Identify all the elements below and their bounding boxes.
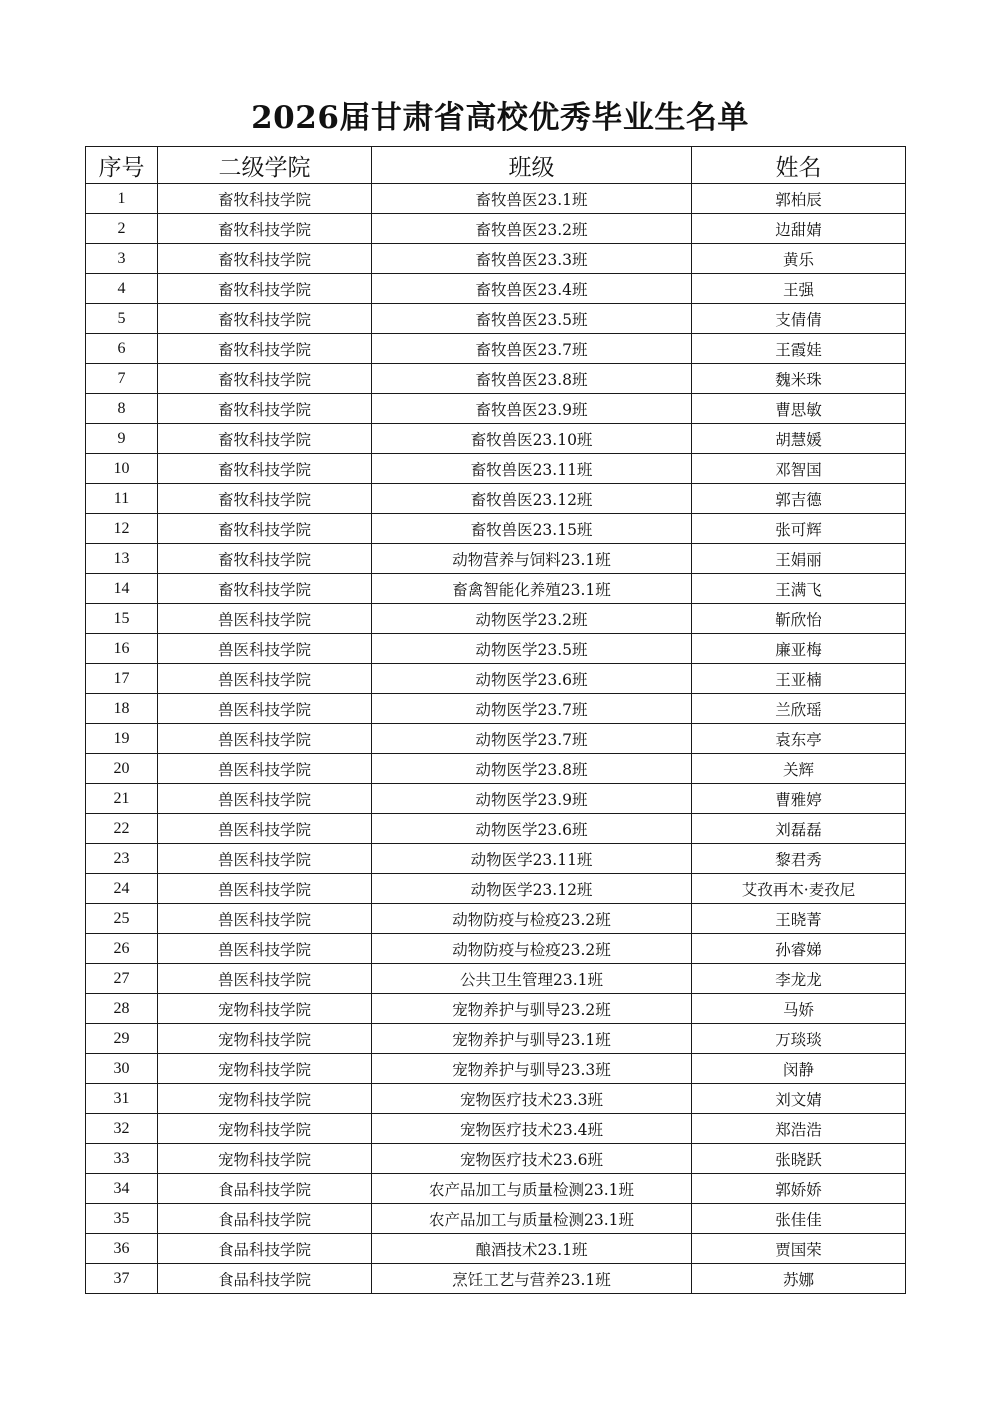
cell-class: 动物防疫与检疫23.2班 [372,904,692,934]
cell-class: 动物医学23.2班 [372,604,692,634]
graduate-roster-table [85,146,906,1294]
table-row [86,244,906,274]
cell-class: 畜禽智能化养殖23.1班 [372,574,692,604]
table-row [86,724,906,754]
cell-college: 宠物科技学院 [158,1054,372,1084]
cell-college: 宠物科技学院 [158,994,372,1024]
header-index: 序号 [86,147,158,184]
cell-name: 兰欣瑶 [692,694,906,724]
table-row [86,184,906,214]
cell-class: 动物医学23.12班 [372,874,692,904]
cell-class: 宠物医疗技术23.6班 [372,1144,692,1174]
cell-index: 36 [86,1234,158,1264]
cell-name: 孙睿娣 [692,934,906,964]
cell-index: 25 [86,904,158,934]
table-row [86,364,906,394]
cell-index: 1 [86,184,158,214]
cell-class: 动物医学23.7班 [372,724,692,754]
cell-class: 畜牧兽医23.3班 [372,244,692,274]
cell-index: 33 [86,1144,158,1174]
cell-college: 畜牧科技学院 [158,244,372,274]
cell-college: 畜牧科技学院 [158,514,372,544]
cell-index: 15 [86,604,158,634]
table-header [86,147,906,184]
cell-name: 曹雅婷 [692,784,906,814]
cell-index: 7 [86,364,158,394]
cell-college: 兽医科技学院 [158,664,372,694]
cell-name: 邓智国 [692,454,906,484]
cell-name: 边甜婧 [692,214,906,244]
cell-class: 畜牧兽医23.11班 [372,454,692,484]
table-row [86,694,906,724]
table-row [86,1204,906,1234]
cell-name: 王强 [692,274,906,304]
table-row [86,574,906,604]
cell-index: 29 [86,1024,158,1054]
cell-college: 兽医科技学院 [158,814,372,844]
cell-name: 郭娇娇 [692,1174,906,1204]
cell-class: 动物医学23.5班 [372,634,692,664]
cell-college: 畜牧科技学院 [158,274,372,304]
cell-index: 23 [86,844,158,874]
cell-name: 马娇 [692,994,906,1024]
cell-name: 袁东亭 [692,724,906,754]
cell-college: 畜牧科技学院 [158,454,372,484]
cell-college: 兽医科技学院 [158,694,372,724]
cell-index: 24 [86,874,158,904]
cell-college: 宠物科技学院 [158,1024,372,1054]
table-row [86,874,906,904]
cell-class: 宠物养护与驯导23.2班 [372,994,692,1024]
cell-class: 动物医学23.7班 [372,694,692,724]
cell-index: 14 [86,574,158,604]
cell-class: 畜牧兽医23.1班 [372,184,692,214]
cell-college: 畜牧科技学院 [158,574,372,604]
cell-index: 21 [86,784,158,814]
cell-name: 贾国荣 [692,1234,906,1264]
cell-name: 闵静 [692,1054,906,1084]
cell-index: 12 [86,514,158,544]
cell-index: 35 [86,1204,158,1234]
cell-name: 王娟丽 [692,544,906,574]
table-row [86,634,906,664]
cell-index: 5 [86,304,158,334]
table-row [86,1054,906,1084]
page-title: 2026届甘肃省高校优秀毕业生名单 [251,100,749,136]
cell-index: 4 [86,274,158,304]
cell-class: 宠物养护与驯导23.3班 [372,1054,692,1084]
cell-name: 王满飞 [692,574,906,604]
cell-college: 食品科技学院 [158,1204,372,1234]
cell-college: 畜牧科技学院 [158,214,372,244]
cell-index: 37 [86,1264,158,1294]
cell-index: 19 [86,724,158,754]
cell-college: 宠物科技学院 [158,1144,372,1174]
cell-class: 动物医学23.8班 [372,754,692,784]
table-row [86,844,906,874]
cell-name: 支倩倩 [692,304,906,334]
cell-class: 畜牧兽医23.9班 [372,394,692,424]
cell-class: 畜牧兽医23.2班 [372,214,692,244]
cell-name: 胡慧媛 [692,424,906,454]
cell-college: 宠物科技学院 [158,1084,372,1114]
cell-index: 32 [86,1114,158,1144]
cell-college: 畜牧科技学院 [158,484,372,514]
cell-college: 畜牧科技学院 [158,544,372,574]
cell-index: 22 [86,814,158,844]
cell-name: 王亚楠 [692,664,906,694]
cell-college: 兽医科技学院 [158,934,372,964]
cell-index: 31 [86,1084,158,1114]
cell-college: 畜牧科技学院 [158,394,372,424]
cell-college: 食品科技学院 [158,1264,372,1294]
table-row [86,1114,906,1144]
cell-class: 畜牧兽医23.8班 [372,364,692,394]
cell-name: 张晓跃 [692,1144,906,1174]
cell-class: 酿酒技术23.1班 [372,1234,692,1264]
cell-class: 畜牧兽医23.4班 [372,274,692,304]
table-row [86,904,906,934]
cell-name: 郭柏辰 [692,184,906,214]
cell-college: 畜牧科技学院 [158,184,372,214]
table-row [86,454,906,484]
table-body [86,184,906,1294]
table-row [86,1174,906,1204]
cell-name: 王晓菁 [692,904,906,934]
cell-college: 兽医科技学院 [158,634,372,664]
table-row [86,304,906,334]
cell-name: 廉亚梅 [692,634,906,664]
table-row [86,1234,906,1264]
table-row [86,274,906,304]
table-row [86,1084,906,1114]
cell-class: 动物医学23.6班 [372,664,692,694]
cell-name: 张可辉 [692,514,906,544]
cell-class: 动物医学23.6班 [372,814,692,844]
table-row [86,994,906,1024]
cell-name: 关辉 [692,754,906,784]
table-row [86,484,906,514]
cell-name: 黎君秀 [692,844,906,874]
cell-class: 动物营养与饲料23.1班 [372,544,692,574]
cell-index: 26 [86,934,158,964]
header-name: 姓名 [692,147,906,184]
table-row [86,214,906,244]
cell-college: 畜牧科技学院 [158,364,372,394]
cell-index: 20 [86,754,158,784]
cell-index: 3 [86,244,158,274]
cell-college: 宠物科技学院 [158,1114,372,1144]
table-row [86,604,906,634]
cell-index: 13 [86,544,158,574]
cell-class: 烹饪工艺与营养23.1班 [372,1264,692,1294]
cell-college: 兽医科技学院 [158,874,372,904]
cell-college: 兽医科技学院 [158,904,372,934]
cell-name: 曹思敏 [692,394,906,424]
cell-class: 宠物医疗技术23.3班 [372,1084,692,1114]
header-class: 班级 [372,147,692,184]
cell-class: 畜牧兽医23.7班 [372,334,692,364]
table-row [86,514,906,544]
table-row [86,394,906,424]
cell-name: 万琰琰 [692,1024,906,1054]
table-row [86,784,906,814]
cell-class: 公共卫生管理23.1班 [372,964,692,994]
cell-college: 兽医科技学院 [158,754,372,784]
cell-index: 6 [86,334,158,364]
table-row [86,964,906,994]
cell-name: 魏米珠 [692,364,906,394]
header-college: 二级学院 [158,147,372,184]
cell-class: 宠物养护与驯导23.1班 [372,1024,692,1054]
table-row [86,934,906,964]
cell-name: 刘文婧 [692,1084,906,1114]
cell-college: 兽医科技学院 [158,844,372,874]
table-row [86,754,906,784]
cell-index: 2 [86,214,158,244]
cell-index: 28 [86,994,158,1024]
cell-college: 食品科技学院 [158,1234,372,1264]
cell-college: 畜牧科技学院 [158,424,372,454]
cell-class: 农产品加工与质量检测23.1班 [372,1204,692,1234]
cell-college: 兽医科技学院 [158,724,372,754]
cell-name: 刘磊磊 [692,814,906,844]
cell-college: 兽医科技学院 [158,964,372,994]
cell-name: 艾孜再木·麦孜尼 [692,874,906,904]
cell-name: 王霞娃 [692,334,906,364]
table-row [86,424,906,454]
table-row [86,1024,906,1054]
table-row [86,544,906,574]
cell-index: 11 [86,484,158,514]
cell-class: 宠物医疗技术23.4班 [372,1114,692,1144]
cell-index: 9 [86,424,158,454]
cell-class: 畜牧兽医23.10班 [372,424,692,454]
cell-index: 18 [86,694,158,724]
cell-index: 16 [86,634,158,664]
cell-index: 10 [86,454,158,484]
cell-name: 靳欣怡 [692,604,906,634]
header-row [86,147,906,184]
cell-college: 兽医科技学院 [158,784,372,814]
cell-name: 苏娜 [692,1264,906,1294]
table-row [86,664,906,694]
cell-index: 17 [86,664,158,694]
cell-class: 畜牧兽医23.12班 [372,484,692,514]
table-row [86,334,906,364]
cell-name: 黄乐 [692,244,906,274]
cell-name: 郭吉德 [692,484,906,514]
cell-index: 30 [86,1054,158,1084]
cell-name: 张佳佳 [692,1204,906,1234]
cell-class: 动物防疫与检疫23.2班 [372,934,692,964]
cell-college: 兽医科技学院 [158,604,372,634]
cell-index: 27 [86,964,158,994]
cell-class: 农产品加工与质量检测23.1班 [372,1174,692,1204]
cell-name: 郑浩浩 [692,1114,906,1144]
cell-name: 李龙龙 [692,964,906,994]
table-row [86,814,906,844]
cell-class: 畜牧兽医23.5班 [372,304,692,334]
cell-class: 动物医学23.11班 [372,844,692,874]
cell-college: 畜牧科技学院 [158,334,372,364]
cell-index: 34 [86,1174,158,1204]
cell-college: 畜牧科技学院 [158,304,372,334]
cell-class: 畜牧兽医23.15班 [372,514,692,544]
cell-college: 食品科技学院 [158,1174,372,1204]
table-row [86,1144,906,1174]
cell-class: 动物医学23.9班 [372,784,692,814]
cell-index: 8 [86,394,158,424]
table-row [86,1264,906,1294]
